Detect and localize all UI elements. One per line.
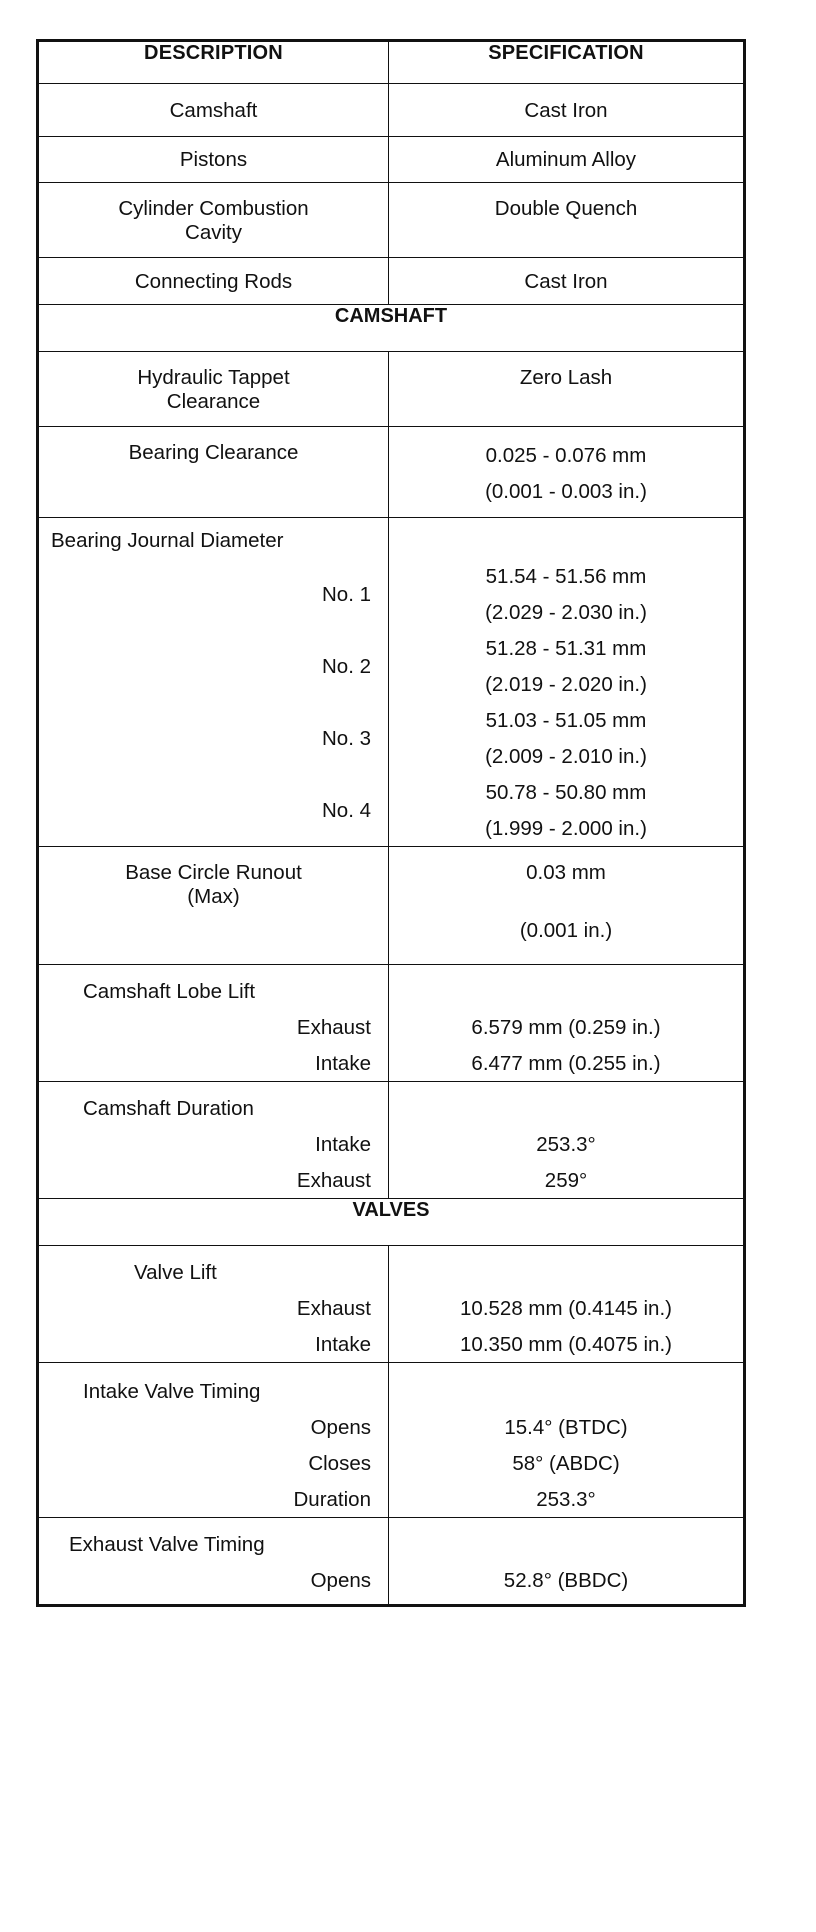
row-specification: Cast Iron [524, 98, 608, 122]
table-row [39, 1082, 744, 1199]
valve-lift-label: Intake [315, 1332, 371, 1356]
row-specification: 0.03 mm (0.001 in.) [519, 861, 613, 942]
row-specification: Cast Iron [524, 269, 608, 293]
exhaust-timing-values [389, 1518, 743, 1598]
journal-mm: 50.78 - 50.80 mm [485, 780, 647, 804]
table-row [39, 965, 744, 1082]
table-header-row [39, 42, 744, 84]
duration-label: Intake [315, 1132, 371, 1156]
exhaust-timing-label: Opens [310, 1568, 371, 1592]
valve-lift-labels [39, 1246, 388, 1362]
duration-value: 259° [544, 1168, 588, 1192]
description-header: DESCRIPTION [39, 42, 389, 84]
table-row [39, 1518, 744, 1605]
table-row [39, 137, 744, 183]
row-description: Camshaft Lobe Lift [83, 979, 256, 1003]
journal-in: (2.009 - 2.010 in.) [485, 744, 647, 768]
row-description: Base Circle Runout (Max) [125, 861, 302, 908]
row-description: Valve Lift [134, 1260, 217, 1284]
row-description: Exhaust Valve Timing [69, 1532, 265, 1556]
lobe-lift-label: Exhaust [296, 1015, 371, 1039]
journal-in: (2.029 - 2.030 in.) [485, 600, 647, 624]
intake-timing-label: Closes [308, 1451, 371, 1475]
row-description: Intake Valve Timing [83, 1379, 261, 1403]
table-row [39, 1246, 744, 1363]
section-header-camshaft [39, 305, 744, 352]
row-description: Camshaft Duration [83, 1096, 254, 1120]
lobe-lift-label: Intake [315, 1051, 371, 1075]
row-description: Camshaft [169, 98, 258, 122]
exhaust-timing-labels [39, 1518, 388, 1604]
journal-label: No. 4 [322, 798, 371, 822]
valve-lift-value: 10.528 mm (0.4145 in.) [460, 1296, 672, 1320]
row-specification: Zero Lash [519, 366, 613, 389]
journal-label: No. 3 [322, 726, 371, 750]
duration-values [389, 1082, 743, 1198]
journal-labels [39, 518, 388, 846]
valve-lift-values [389, 1246, 743, 1362]
section-title: VALVES [39, 1199, 744, 1246]
intake-timing-label: Opens [310, 1415, 371, 1439]
journal-mm: 51.28 - 51.31 mm [485, 636, 647, 660]
row-description: Hydraulic Tappet Clearance [137, 366, 290, 413]
journal-values [389, 518, 743, 846]
specification-header: SPECIFICATION [389, 42, 744, 84]
journal-label: No. 1 [322, 582, 371, 606]
intake-timing-value: 15.4° (BTDC) [504, 1415, 628, 1439]
spec-sheet [36, 39, 746, 1607]
valve-lift-value: 10.350 mm (0.4075 in.) [460, 1332, 672, 1356]
lobe-lift-value: 6.477 mm (0.255 in.) [471, 1051, 661, 1075]
table-row [39, 352, 744, 427]
lobe-lift-value: 6.579 mm (0.259 in.) [471, 1015, 661, 1039]
table-row [39, 84, 744, 137]
journal-mm: 51.03 - 51.05 mm [485, 708, 647, 732]
section-header-valves [39, 1199, 744, 1246]
lobe-lift-labels [39, 965, 388, 1081]
intake-timing-values [389, 1363, 743, 1517]
table-row [39, 427, 744, 518]
row-description: Connecting Rods [134, 269, 293, 293]
intake-timing-value: 58° (ABDC) [512, 1451, 620, 1475]
row-description: Bearing Clearance [128, 441, 299, 464]
row-description: Bearing Journal Diameter [51, 528, 284, 552]
row-specification: Double Quench [494, 197, 638, 220]
row-specification: Aluminum Alloy [495, 148, 637, 171]
journal-in: (2.019 - 2.020 in.) [485, 672, 647, 696]
table-row [39, 1363, 744, 1518]
exhaust-timing-value: 52.8° (BBDC) [503, 1568, 629, 1592]
table-row [39, 258, 744, 305]
journal-label: No. 2 [322, 654, 371, 678]
intake-timing-label: Duration [293, 1487, 371, 1511]
table-row [39, 183, 744, 258]
duration-value: 253.3° [536, 1132, 596, 1156]
row-specification: 0.025 - 0.076 mm (0.001 - 0.003 in.) [485, 443, 647, 503]
section-title: CAMSHAFT [39, 305, 744, 352]
duration-label: Exhaust [296, 1168, 371, 1192]
intake-timing-labels [39, 1363, 388, 1517]
valve-lift-label: Exhaust [296, 1296, 371, 1320]
intake-timing-value: 253.3° [536, 1487, 596, 1511]
journal-mm: 51.54 - 51.56 mm [485, 564, 647, 588]
spec-table [38, 41, 744, 1605]
lobe-lift-values [389, 965, 743, 1081]
journal-in: (1.999 - 2.000 in.) [485, 816, 647, 840]
duration-labels [39, 1082, 388, 1198]
table-row [39, 518, 744, 847]
row-description: Cylinder Combustion Cavity [118, 197, 309, 244]
table-row [39, 847, 744, 965]
row-description: Pistons [179, 148, 248, 171]
